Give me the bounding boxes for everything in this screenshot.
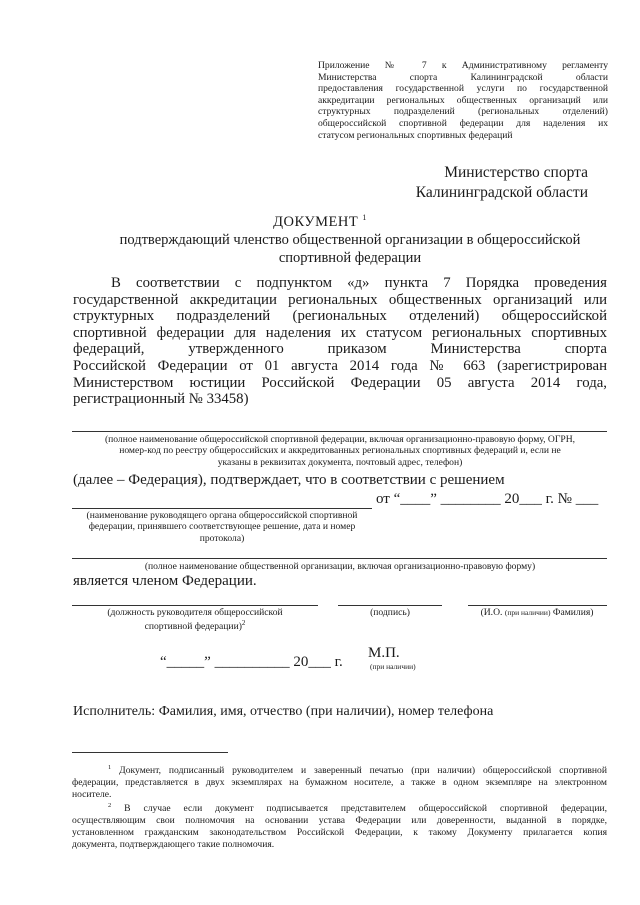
footnote-mark: 1 <box>108 764 112 771</box>
footnote-line: носителе. <box>72 788 112 800</box>
hint-line: спортивной федерации) <box>144 621 242 633</box>
federation-name-field[interactable] <box>72 431 607 432</box>
body-line: регистрационный № 33458) <box>73 391 249 408</box>
organization-name-field[interactable] <box>72 558 607 559</box>
document-subtitle <box>60 231 640 267</box>
signature-hint: (подпись) <box>370 607 410 618</box>
decision-organ-hint <box>72 510 372 544</box>
body-line: спортивной федерации для наделения их статусом региональных спортивных <box>73 324 607 341</box>
footnote-line: установленном гражданским законодательством Российской Федерации, к такому Документу прилагается копия <box>72 826 607 838</box>
appendix-line: статусом региональных спортивных федераций <box>318 129 513 141</box>
body-line: Российской Федерации от 01 августа 2014 года № 663 (зарегистрирован <box>73 357 607 374</box>
signing-date[interactable]: “_____” __________ 20___ г. <box>160 654 343 670</box>
title-text: ДОКУМЕНТ <box>273 213 359 230</box>
footnote-1 <box>72 762 607 801</box>
hint-line: указаны в реквизитах документа, почтовый адрес, телефон) <box>217 456 463 468</box>
appendix-line: Министерства спорта Калининградской области <box>318 71 608 83</box>
subtitle-line-2: спортивной федерации <box>278 250 422 266</box>
member-text: является членом Федерации. <box>73 573 257 589</box>
footnote-line: В случае если документ подписывается представителем общероссийской спортивной федерации, <box>124 803 607 815</box>
body-line: В соответствии с подпунктом «д» пункта 7 Порядка проведения <box>111 275 607 291</box>
hint-part: Фамилия) <box>552 607 594 618</box>
footnote-line: федерации, представляется в двух экземплярах на бумажном носителе, а также в одном экземпляре на электронном <box>72 776 607 788</box>
executor-line: Исполнитель: Фамилия, имя, отчество (при наличии), номер телефона <box>73 704 494 719</box>
document-title <box>0 213 640 231</box>
hint-line: номер-код по реестру общероссийских и аккредитованных региональных спортивных федераций и, если не <box>119 445 561 457</box>
body-paragraph <box>73 275 607 408</box>
hint-line: (полное наименование общероссийской спортивной федерации, включая организационно-правовую форму, ОГРН, <box>104 434 576 445</box>
appendix-line: общероссийской спортивной федерации для наделения их <box>318 117 608 129</box>
stamp-label: М.П. <box>368 645 400 661</box>
footnote-line: осуществляющим свои полномочия на основании устава Федерации или доверенности, выданной в порядке, <box>72 814 607 826</box>
decision-date-number[interactable]: от “____” ________ 20___ г. № ___ <box>376 491 599 507</box>
full-name-field[interactable] <box>468 605 607 606</box>
addressee <box>416 163 588 203</box>
confirms-text: (далее – Федерация), подтверждает, что в соответствии с решением <box>73 472 505 488</box>
stamp-note: (при наличии) <box>370 662 416 671</box>
body-line: структурных подразделений (региональных отделений) общероссийской <box>73 308 607 325</box>
position-field[interactable] <box>72 605 318 606</box>
footnote-divider <box>72 752 228 753</box>
body-line: федераций, утвержденного приказом Министерства спорта <box>73 341 607 358</box>
full-name-hint <box>462 607 612 618</box>
subtitle-line-1: подтверждающий членство общественной организации в общероссийской <box>119 232 581 248</box>
appendix-line: Приложение № 7 к Административному регламенту <box>318 60 608 71</box>
appendix-line: предоставления государственной услуги по государственной <box>318 83 608 95</box>
hint-line: протокола) <box>199 532 245 544</box>
appendix-line: структурных подразделений (региональных отделений) <box>318 106 608 118</box>
footnote-line: документа, подтверждающего такие полномочия. <box>72 838 275 850</box>
footnote-ref: 2 <box>241 619 246 628</box>
federation-hint <box>60 434 620 468</box>
addressee-line-2: Калининградской области <box>415 184 588 201</box>
hint-part: (при наличии) <box>504 608 551 617</box>
body-line: государственной аккредитации региональных общественных организаций или <box>73 291 607 308</box>
addressee-line-1: Министерство спорта <box>444 164 588 181</box>
footnote-2 <box>72 800 607 850</box>
hint-part: (И.О. <box>480 607 503 618</box>
appendix-line: аккредитации региональных общественных организаций или <box>318 94 608 106</box>
body-line: Министерством юстиции Российской Федерации 05 августа 2014 года, <box>73 374 607 391</box>
signature-field[interactable] <box>338 605 442 606</box>
footnote-mark: 2 <box>108 802 112 809</box>
hint-line: (наименование руководящего органа общероссийской спортивной <box>86 510 358 521</box>
footnote-line: Документ, подписанный руководителем и заверенный печатью (при наличии) общероссийской спортивной <box>119 765 607 777</box>
appendix-header <box>318 60 608 141</box>
hint-line: (должность руководителя общероссийской <box>107 607 283 618</box>
organization-hint: (полное наименование общественной организации, включая организационно-правовую форму) <box>144 561 536 572</box>
decision-organ-field[interactable] <box>72 508 372 509</box>
position-hint <box>72 607 318 633</box>
hint-line: федерации, принявшего соответствующее решение, дата и номер <box>88 521 356 533</box>
title-footnote-ref: 1 <box>362 213 367 222</box>
